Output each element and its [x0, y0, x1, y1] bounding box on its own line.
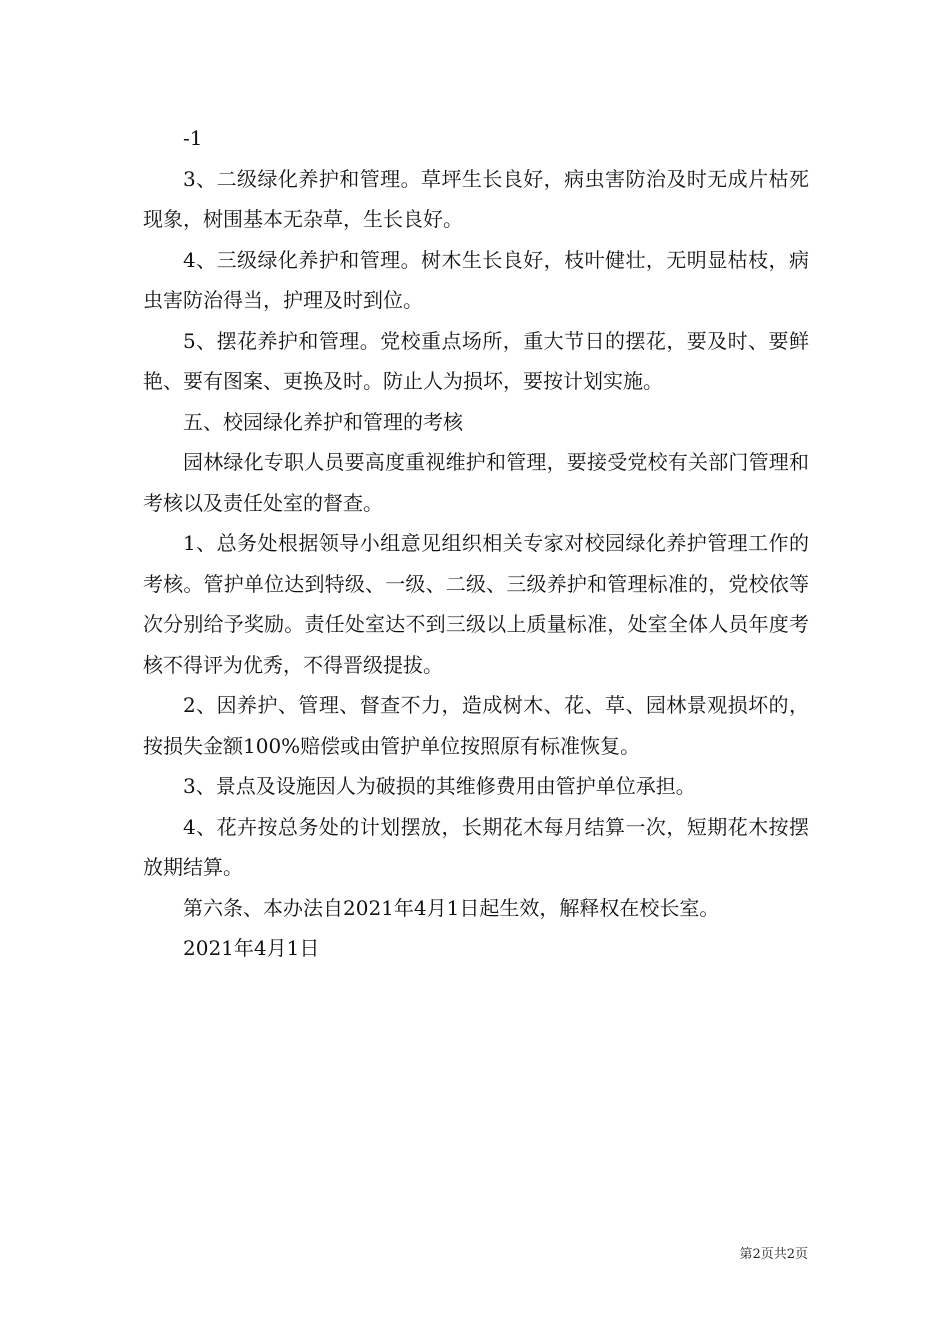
- paragraph-level-3-greening: 4、三级绿化养护和管理。树木生长良好，枝叶健壮，无明显枯枝，病虫害防治得当，护理及时到位。: [143, 247, 809, 312]
- paragraph-assessment-item-1: 1、总务处根据领导小组意见组织相关专家对校园绿化养护管理工作的考核。管护单位达到特级、一级、二级、三级养护和管理标准的，党校依等次分别给予奖励。责任处室达不到三级以上质量标准，处室全体人员年度考核不得评为优秀，不得晋级提拔。: [143, 531, 809, 677]
- paragraph-staff-requirements: 园林绿化专职人员要高度重视维护和管理，要接受党校有关部门管理和考核以及责任处室的督查。: [143, 450, 809, 515]
- document-date: 2021年4月1日: [183, 936, 320, 960]
- paragraph-assessment-item-4: 4、花卉按总务处的计划摆放，长期花木每月结算一次，短期花木按摆放期结算。: [143, 814, 809, 879]
- paragraph-assessment-item-2: 2、因养护、管理、督查不力，造成树木、花、草、园林景观损坏的，按损失金额100%赔偿或由管护单位按照原有标准恢复。: [143, 693, 809, 758]
- paragraph-continuation: -1: [183, 126, 203, 150]
- section-heading-assessment: 五、校园绿化养护和管理的考核: [183, 409, 463, 434]
- page-number-footer: 第2页共2页: [739, 1247, 808, 1262]
- paragraph-flower-display: 5、摆花养护和管理。党校重点场所，重大节日的摆花，要及时、要鲜艳、要有图案、更换及时。防止人为损坏，要按计划实施。: [143, 328, 809, 393]
- paragraph-level-2-greening: 3、二级绿化养护和管理。草坪生长良好，病虫害防治及时无成片枯死现象，树围基本无杂草，生长良好。: [143, 166, 809, 231]
- paragraph-article-six: 第六条、本办法自2021年4月1日起生效，解释权在校长室。: [183, 895, 720, 920]
- paragraph-assessment-item-3: 3、景点及设施因人为破损的其维修费用由管护单位承担。: [183, 774, 696, 798]
- document-body: [143, 118, 809, 969]
